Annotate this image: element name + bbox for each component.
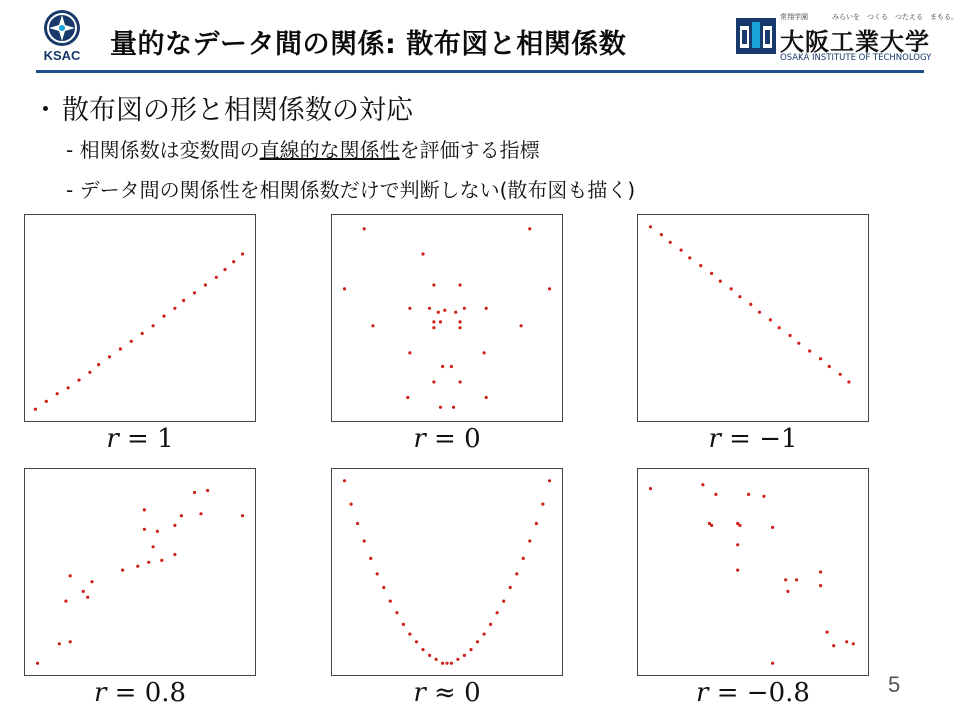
bullet-marker: ・ xyxy=(32,95,59,126)
sub-bullet-1-prefix: - 相関係数は変数間の xyxy=(66,138,260,162)
scatter-point xyxy=(152,324,155,327)
scatter-point xyxy=(699,264,702,267)
scatter-point xyxy=(762,495,765,498)
scatter-point xyxy=(509,586,512,589)
scatter-point xyxy=(463,654,466,657)
scatter-point xyxy=(141,332,144,335)
scatter-point xyxy=(119,347,122,350)
scatter-point xyxy=(778,326,781,329)
scatter-point xyxy=(34,408,37,411)
scatter-point xyxy=(535,522,538,525)
scatter-point xyxy=(660,233,663,236)
scatter-point xyxy=(515,572,518,575)
scatter-point xyxy=(160,559,163,562)
scatter-point xyxy=(56,392,59,395)
scatter-point xyxy=(408,307,411,310)
slide-title: 量的なデータ間の関係: 散布図と相関係数 xyxy=(110,29,627,60)
scatter-point xyxy=(528,539,531,542)
scatter-point xyxy=(450,662,453,665)
scatter-point xyxy=(847,380,850,383)
scatter-point xyxy=(363,227,366,230)
oit-tagline: 常翔学園 xyxy=(780,13,808,21)
plot-label-5-val: 0 xyxy=(464,678,481,708)
scatter-plot-3 xyxy=(637,214,869,422)
scatter-point xyxy=(819,357,822,360)
scatter-point xyxy=(714,493,717,496)
scatter-point xyxy=(437,311,440,314)
scatter-point xyxy=(363,539,366,542)
sub-bullet-2: - データ間の関係性を相関係数だけで判断しない(散布図も描く) xyxy=(66,178,636,202)
scatter-point xyxy=(421,648,424,651)
scatter-point xyxy=(736,543,739,546)
scatter-canvas xyxy=(25,469,255,675)
scatter-point xyxy=(771,662,774,665)
scatter-point xyxy=(688,256,691,259)
scatter-point xyxy=(82,590,85,593)
scatter-plot-1 xyxy=(24,214,256,422)
scatter-point xyxy=(143,528,146,531)
scatter-point xyxy=(389,600,392,603)
plot-label-1-var: r xyxy=(106,424,119,454)
scatter-point xyxy=(450,365,453,368)
scatter-point xyxy=(852,642,855,645)
scatter-point xyxy=(408,351,411,354)
plot-label-3-var: r xyxy=(708,424,721,454)
plot-label-2-var: r xyxy=(413,424,426,454)
scatter-point xyxy=(669,241,672,244)
scatter-point xyxy=(828,365,831,368)
scatter-point xyxy=(173,524,176,527)
scatter-point xyxy=(789,334,792,337)
scatter-point xyxy=(143,508,146,511)
scatter-point xyxy=(719,280,722,283)
plot-label-6-var: r xyxy=(696,678,709,708)
plot-label-3-val: 1 xyxy=(781,424,798,454)
scatter-point xyxy=(408,633,411,636)
plot-label-6-op: = − xyxy=(708,678,769,708)
scatter-point xyxy=(738,295,741,298)
scatter-point xyxy=(69,640,72,643)
plot-label-3 xyxy=(637,424,869,454)
plot-label-2-val: 0 xyxy=(464,424,481,454)
scatter-point xyxy=(701,483,704,486)
plot-label-2-op: = xyxy=(425,424,465,454)
scatter-point xyxy=(432,326,435,329)
scatter-point xyxy=(162,315,165,318)
scatter-point xyxy=(415,640,418,643)
scatter-point xyxy=(371,324,374,327)
scatter-point xyxy=(476,640,479,643)
scatter-point xyxy=(441,365,444,368)
scatter-point xyxy=(520,324,523,327)
scatter-canvas xyxy=(638,215,868,421)
scatter-point xyxy=(121,569,124,572)
scatter-point xyxy=(241,252,244,255)
oit-mark-icon xyxy=(736,16,776,56)
scatter-point xyxy=(136,565,139,568)
ksac-emblem-icon xyxy=(44,10,80,46)
scatter-point xyxy=(147,561,150,564)
sub-bullet-1-suffix: を評価する指標 xyxy=(399,138,540,162)
plot-label-4-val: 0.8 xyxy=(144,678,187,708)
scatter-point xyxy=(747,493,750,496)
oit-slogan: みらいを つくる つたえる まもる。 xyxy=(832,13,958,21)
scatter-point xyxy=(193,291,196,294)
plot-label-1 xyxy=(24,424,256,454)
page-number: 5 xyxy=(888,672,901,697)
scatter-point xyxy=(548,287,551,290)
ksac-logo xyxy=(36,10,88,66)
plot-label-4 xyxy=(24,678,256,708)
scatter-point xyxy=(432,283,435,286)
scatter-point xyxy=(736,569,739,572)
scatter-point xyxy=(67,386,70,389)
scatter-point xyxy=(58,642,61,645)
oit-name: 大阪工業大学 xyxy=(780,28,930,56)
plot-label-5-op: ≈ xyxy=(425,678,465,708)
scatter-point xyxy=(36,662,39,665)
scatter-canvas xyxy=(332,469,562,675)
scatter-point xyxy=(483,633,486,636)
scatter-point xyxy=(182,299,185,302)
scatter-point xyxy=(769,318,772,321)
scatter-point xyxy=(459,320,462,323)
scatter-point xyxy=(90,580,93,583)
plot-label-3-op: = − xyxy=(720,424,781,454)
scatter-point xyxy=(463,307,466,310)
scatter-point xyxy=(680,249,683,252)
plot-label-4-op: = xyxy=(106,678,145,708)
scatter-point xyxy=(232,260,235,263)
scatter-canvas xyxy=(638,469,868,675)
scatter-point xyxy=(786,590,789,593)
plot-label-5 xyxy=(331,678,563,708)
scatter-point xyxy=(496,611,499,614)
plot-label-1-val: 1 xyxy=(157,424,174,454)
scatter-point xyxy=(819,570,822,573)
bullet-text: 散布図の形と相関係数の対応 xyxy=(62,95,413,126)
oit-logo xyxy=(736,12,958,63)
scatter-point xyxy=(204,283,207,286)
scatter-point xyxy=(502,600,505,603)
scatter-point xyxy=(459,283,462,286)
scatter-point xyxy=(152,545,155,548)
scatter-point xyxy=(199,512,202,515)
scatter-point xyxy=(382,586,385,589)
sub-bullet-1-underlined: 直線的な関係性 xyxy=(259,138,400,162)
scatter-point xyxy=(710,272,713,275)
plot-label-5-var: r xyxy=(413,678,426,708)
header-rule xyxy=(36,70,924,73)
scatter-point xyxy=(459,326,462,329)
ksac-logo-text: KSAC xyxy=(43,48,81,63)
scatter-point xyxy=(97,363,100,366)
sub-bullet-1 xyxy=(66,134,540,163)
scatter-point xyxy=(193,491,196,494)
scatter-plot-4 xyxy=(24,468,256,676)
scatter-point xyxy=(356,522,359,525)
scatter-point xyxy=(548,479,551,482)
scatter-point xyxy=(350,503,353,506)
scatter-point xyxy=(454,311,457,314)
scatter-point xyxy=(826,631,829,634)
scatter-point xyxy=(489,623,492,626)
scatter-point xyxy=(649,225,652,228)
scatter-point xyxy=(369,557,372,560)
scatter-point xyxy=(771,526,774,529)
scatter-point xyxy=(395,611,398,614)
scatter-plot-2 xyxy=(331,214,563,422)
scatter-point xyxy=(241,514,244,517)
scatter-point xyxy=(86,596,89,599)
scatter-point xyxy=(206,489,209,492)
plot-label-2 xyxy=(331,424,563,454)
scatter-point xyxy=(819,584,822,587)
scatter-point xyxy=(469,648,472,651)
plot-label-6 xyxy=(637,678,869,708)
scatter-point xyxy=(130,340,133,343)
scatter-point xyxy=(156,530,159,533)
scatter-point xyxy=(832,644,835,647)
scatter-point xyxy=(452,406,455,409)
scatter-point xyxy=(406,396,409,399)
scatter-point xyxy=(808,349,811,352)
scatter-point xyxy=(376,572,379,575)
scatter-point xyxy=(439,406,442,409)
scatter-point xyxy=(173,307,176,310)
scatter-point xyxy=(180,514,183,517)
scatter-point xyxy=(784,578,787,581)
slide-header xyxy=(0,0,960,72)
plot-label-6-val: 0.8 xyxy=(768,678,810,708)
scatter-point xyxy=(483,351,486,354)
scatter-point xyxy=(485,307,488,310)
scatter-point xyxy=(795,578,798,581)
scatter-point xyxy=(108,355,111,358)
scatter-point xyxy=(215,276,218,279)
scatter-point xyxy=(428,307,431,310)
scatter-point xyxy=(710,524,713,527)
scatter-point xyxy=(69,574,72,577)
scatter-point xyxy=(432,380,435,383)
main-bullet xyxy=(32,88,413,127)
scatter-canvas xyxy=(332,215,562,421)
scatter-point xyxy=(402,623,405,626)
scatter-plot-5 xyxy=(331,468,563,676)
scatter-point xyxy=(839,373,842,376)
scatter-point xyxy=(432,320,435,323)
scatter-point xyxy=(649,487,652,490)
scatter-plot-6 xyxy=(637,468,869,676)
scatter-point xyxy=(797,342,800,345)
scatter-point xyxy=(439,320,442,323)
scatter-point xyxy=(845,640,848,643)
scatter-point xyxy=(528,227,531,230)
scatter-point xyxy=(445,662,448,665)
scatter-point xyxy=(441,662,444,665)
scatter-point xyxy=(730,287,733,290)
scatter-point xyxy=(421,252,424,255)
scatter-point xyxy=(485,396,488,399)
scatter-point xyxy=(88,371,91,374)
plot-label-4-var: r xyxy=(93,678,107,708)
scatter-point xyxy=(77,379,80,382)
scatter-point xyxy=(738,524,741,527)
scatter-point xyxy=(435,658,438,661)
scatter-point xyxy=(541,503,544,506)
scatter-point xyxy=(749,303,752,306)
scatter-point xyxy=(456,658,459,661)
scatter-point xyxy=(343,479,346,482)
scatter-point xyxy=(173,553,176,556)
plot-label-1-op: = xyxy=(118,424,158,454)
scatter-canvas xyxy=(25,215,255,421)
scatter-point xyxy=(758,311,761,314)
scatter-point xyxy=(64,600,67,603)
scatter-point xyxy=(522,557,525,560)
oit-english-name: OSAKA INSTITUTE OF TECHNOLOGY xyxy=(780,53,932,63)
scatter-point xyxy=(343,287,346,290)
scatter-point xyxy=(45,400,48,403)
scatter-point xyxy=(223,268,226,271)
scatter-point xyxy=(443,309,446,312)
scatter-point xyxy=(428,654,431,657)
scatter-point xyxy=(459,380,462,383)
